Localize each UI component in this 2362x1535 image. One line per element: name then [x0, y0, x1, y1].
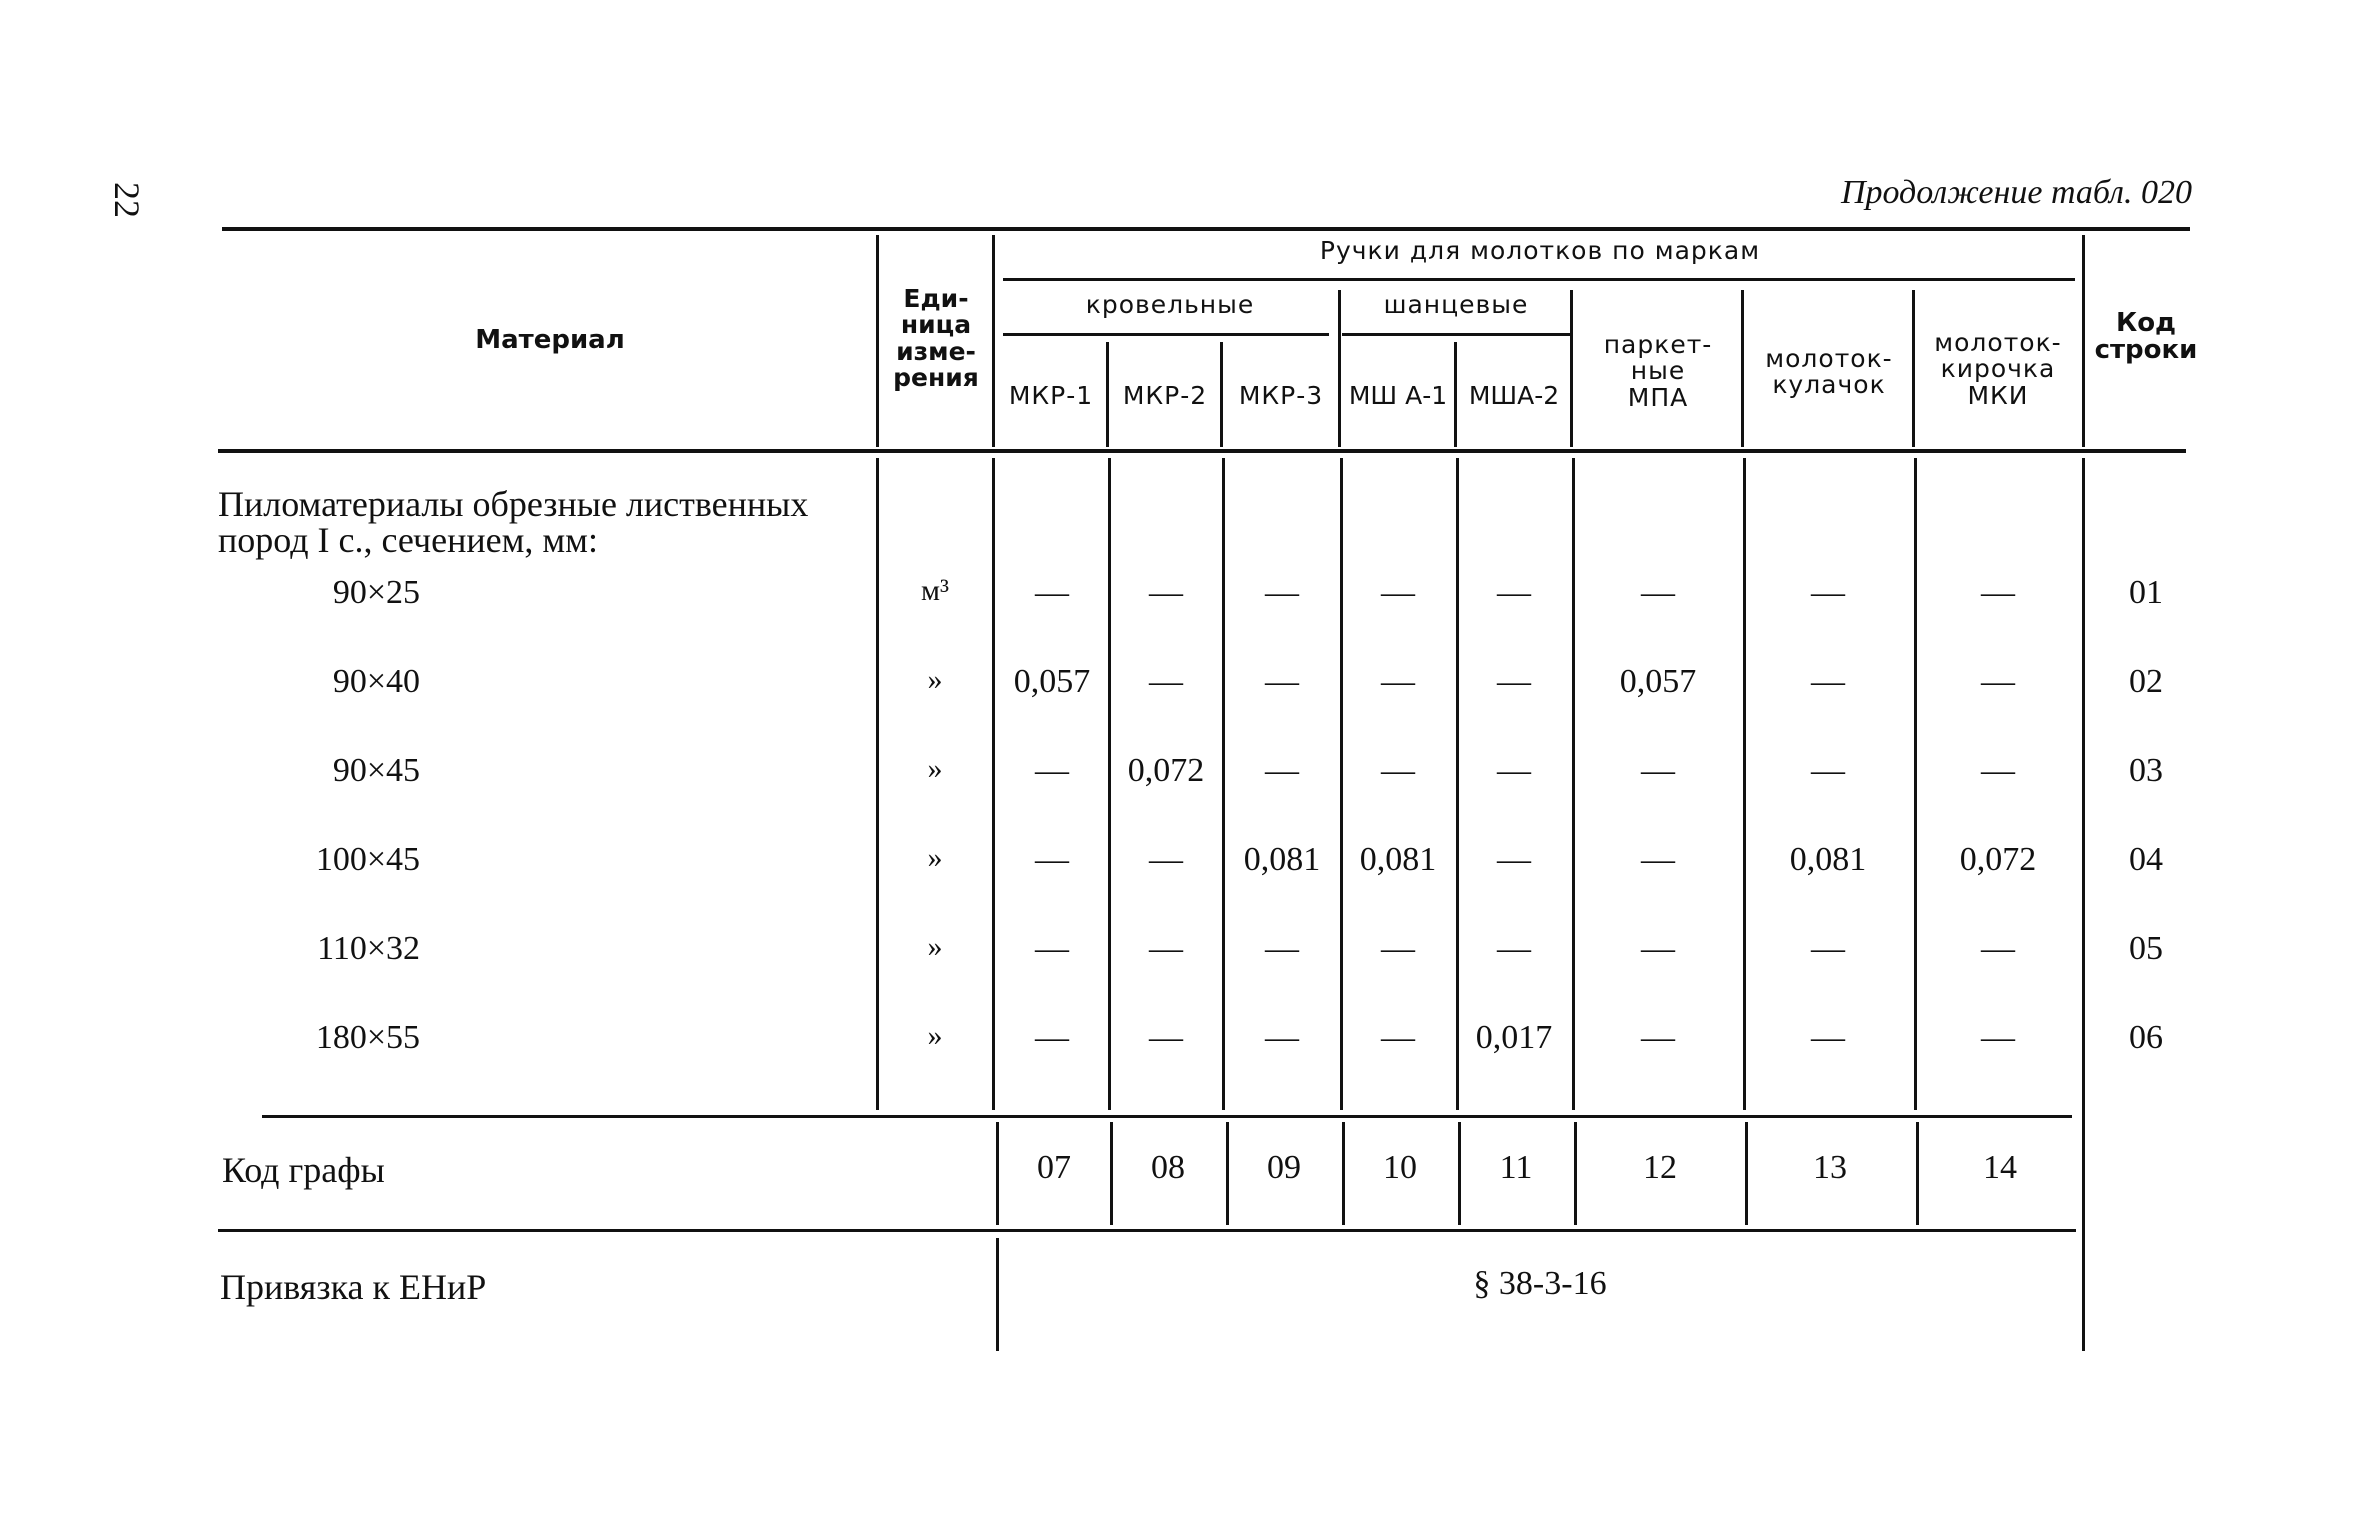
row-label: 90×40	[332, 663, 420, 700]
header-mark-mkr3: МКР-3	[1238, 381, 1324, 410]
codes-divider	[1916, 1122, 1919, 1225]
table-cell: —	[1811, 752, 1845, 789]
header-unit: Еди- ница изме- рения	[893, 284, 979, 392]
table-cell: —	[1265, 930, 1299, 967]
body-divider	[1914, 458, 1917, 1110]
table-cell: —	[1149, 663, 1183, 700]
row-label: 90×45	[332, 752, 420, 789]
table-cell: 0,081	[1359, 841, 1437, 878]
group-rule	[1003, 278, 2075, 281]
header-roofing: кровельные	[1085, 290, 1255, 319]
header-pick: молоток- кирочка МКИ	[1934, 328, 2062, 410]
table-cell: —	[1265, 752, 1299, 789]
header-mark-msha1: МШ А-1	[1348, 381, 1448, 410]
row-unit: »	[927, 752, 943, 785]
table-cell: —	[1641, 841, 1675, 878]
table-cell: 0,081	[1243, 841, 1321, 878]
row-code: 04	[2129, 841, 2163, 878]
table-cell: —	[1497, 930, 1531, 967]
header-mark-mkr1: МКР-1	[1008, 381, 1094, 410]
binding-value: § 38-3-16	[1473, 1265, 1607, 1302]
table-cell: —	[1035, 930, 1069, 967]
header-divider	[876, 235, 879, 447]
table-cell: —	[1035, 1019, 1069, 1056]
table-cell: —	[1981, 930, 2015, 967]
table-cell: —	[1149, 841, 1183, 878]
table-cell: —	[1981, 1019, 2015, 1056]
table-cell: 0,057	[1619, 663, 1697, 700]
table-cell: —	[1381, 930, 1415, 967]
header-divider	[992, 235, 995, 447]
table-cell: —	[1641, 752, 1675, 789]
header-divider	[2082, 235, 2085, 447]
table-cell: —	[1265, 574, 1299, 611]
roofing-rule	[1003, 333, 1329, 336]
table-cell: —	[1497, 574, 1531, 611]
table-cell: —	[1149, 930, 1183, 967]
table-cell: —	[1641, 930, 1675, 967]
body-divider	[876, 458, 879, 1110]
row-label: 110×32	[317, 930, 420, 967]
column-code: 14	[1983, 1149, 2017, 1186]
table-cell: —	[1981, 663, 2015, 700]
row-code: 02	[2129, 663, 2163, 700]
header-divider	[1338, 290, 1341, 447]
row-code: 06	[2129, 1019, 2163, 1056]
row-label: 90×25	[332, 574, 420, 611]
header-group: Ручки для молотков по маркам	[1319, 236, 1761, 265]
codes-divider	[1745, 1122, 1748, 1225]
row-code: 05	[2129, 930, 2163, 967]
table-cell: —	[1811, 574, 1845, 611]
table-cell: —	[1035, 574, 1069, 611]
table-cell: —	[1981, 574, 2015, 611]
table-top-rule	[222, 227, 2190, 231]
codes-bottom-rule	[218, 1229, 2076, 1232]
row-code: 01	[2129, 574, 2163, 611]
binding-label: Привязка к ЕНиР	[220, 1267, 487, 1307]
table-cell: —	[1641, 1019, 1675, 1056]
body-divider	[2082, 458, 2085, 1351]
table-cell: —	[1035, 841, 1069, 878]
table-cell: —	[1811, 663, 1845, 700]
table-cell: —	[1381, 663, 1415, 700]
codes-divider	[1574, 1122, 1577, 1225]
table-cell: —	[1035, 752, 1069, 789]
table-cell: —	[1641, 574, 1675, 611]
header-row-code: Код строки	[2094, 308, 2198, 366]
table-cell: 0,072	[1959, 841, 2037, 878]
header-material: Материал	[475, 325, 625, 355]
table-cell: 0,072	[1127, 752, 1205, 789]
header-divider	[1570, 290, 1573, 447]
table-cell: 0,057	[1013, 663, 1091, 700]
body-divider	[1743, 458, 1746, 1110]
table-cell: —	[1149, 574, 1183, 611]
header-mark-mkr2: МКР-2	[1122, 381, 1208, 410]
table-cell: 0,081	[1789, 841, 1867, 878]
column-code: 07	[1037, 1149, 1071, 1186]
table-cell: —	[1265, 1019, 1299, 1056]
table-cell: —	[1265, 663, 1299, 700]
column-code: 13	[1813, 1149, 1847, 1186]
table-cell: —	[1381, 1019, 1415, 1056]
table-cell: —	[1497, 752, 1531, 789]
header-mark-msha2: МША-2	[1468, 381, 1560, 410]
page-number: 22	[107, 182, 147, 218]
table-cell: —	[1811, 930, 1845, 967]
column-code: 08	[1151, 1149, 1185, 1186]
row-unit: »	[927, 930, 943, 963]
table-cell: —	[1497, 663, 1531, 700]
header-bottom-rule	[218, 449, 2186, 453]
table-cell: —	[1381, 752, 1415, 789]
row-label: 100×45	[315, 841, 420, 878]
codes-top-rule	[262, 1115, 2072, 1118]
table-cell: —	[1811, 1019, 1845, 1056]
row-code: 03	[2129, 752, 2163, 789]
table-caption: Продолжение табл. 020	[1840, 174, 2192, 211]
column-code: 10	[1383, 1149, 1417, 1186]
header-trench: шанцевые	[1383, 290, 1529, 319]
row-unit: »	[927, 1019, 943, 1052]
header-fist: молоток- кулачок	[1765, 344, 1893, 400]
row-label: 180×55	[315, 1019, 420, 1056]
column-code: 11	[1499, 1149, 1533, 1186]
table-cell: —	[1381, 574, 1415, 611]
trench-rule	[1342, 333, 1570, 336]
column-codes-label: Код графы	[222, 1150, 385, 1190]
table-cell: 0,017	[1475, 1019, 1553, 1056]
row-unit: »	[927, 841, 943, 874]
table-cell: —	[1981, 752, 2015, 789]
binding-divider	[996, 1238, 999, 1351]
table-cell: —	[1149, 1019, 1183, 1056]
header-parquet: паркет- ные МПА	[1603, 330, 1713, 412]
column-code: 09	[1267, 1149, 1301, 1186]
row-unit: »	[927, 663, 943, 696]
table-cell: —	[1497, 841, 1531, 878]
section-title: Пиломатериалы обрезные лиственных пород I с., сечением, мм:	[218, 484, 809, 560]
row-unit: м³	[921, 574, 949, 607]
column-code: 12	[1643, 1149, 1677, 1186]
